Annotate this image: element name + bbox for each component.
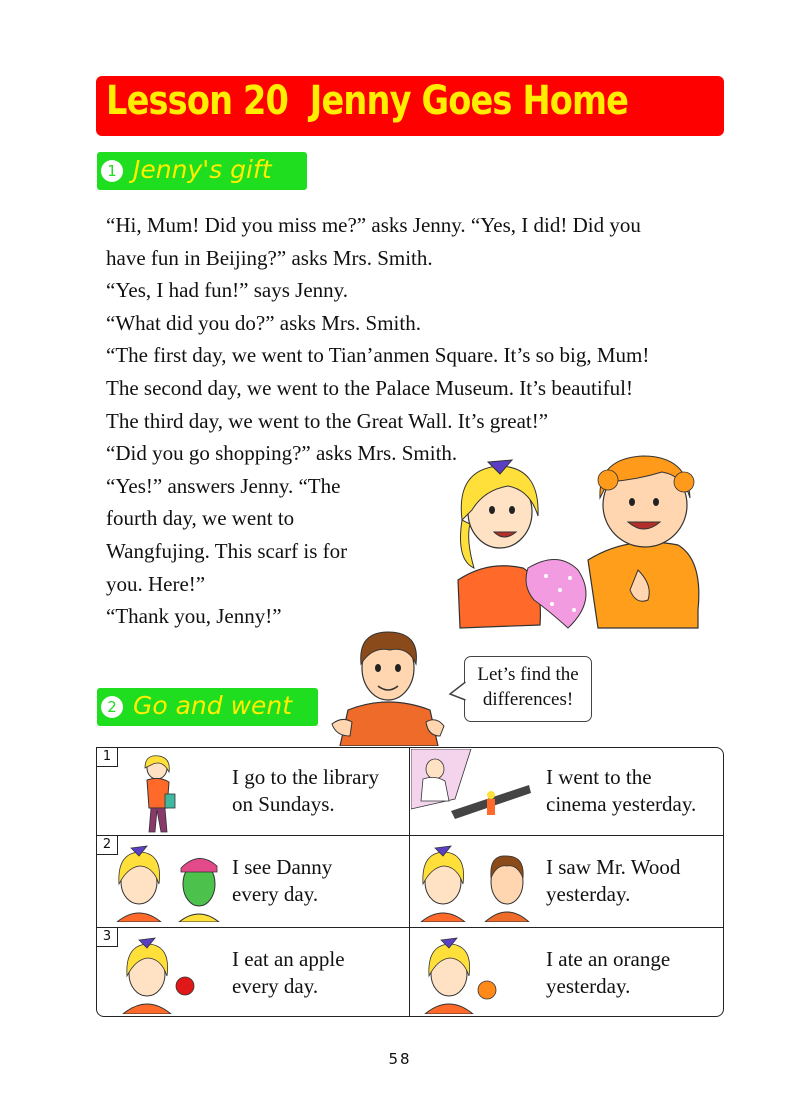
cell-line: I see Danny <box>232 855 333 879</box>
cell-line: I go to the library <box>232 765 379 789</box>
jenny-walking-illustration <box>133 754 193 834</box>
row-divider <box>97 927 723 928</box>
cinema-illustration <box>411 749 539 835</box>
story-line: “Did you go shopping?” asks Mrs. Smith. <box>106 441 458 466</box>
story-line: The third day, we went to the Great Wall. It’s great!” <box>106 408 549 433</box>
cell-line: I saw Mr. Wood <box>546 855 681 879</box>
cell-line: every day. <box>232 974 319 998</box>
bubble-tail <box>448 680 468 704</box>
lesson-title: Lesson 20 Jenny Goes Home <box>106 78 629 124</box>
section-tag-jennys-gift <box>97 152 307 190</box>
story-line: “Thank you, Jenny!” <box>106 604 282 629</box>
boy-illustration <box>328 624 448 746</box>
jenny-with-orange-illustration <box>419 934 509 1014</box>
jenny-and-mr-wood-illustration <box>417 844 535 922</box>
jenny-gives-scarf-illustration <box>448 450 710 640</box>
bubble-line: Let’s find the <box>477 664 579 685</box>
section-number: 2 <box>101 696 123 718</box>
section-label: Jenny's gift <box>133 155 272 184</box>
cell-text <box>546 946 670 1000</box>
cell-text <box>546 854 680 908</box>
cell-line: on Sundays. <box>232 792 335 816</box>
story-line: “What did you do?” asks Mrs. Smith. <box>106 310 421 335</box>
row-number: 2 <box>96 835 118 855</box>
story-line: “The first day, we went to Tian’anmen Square. It’s so big, Mum! <box>106 343 650 368</box>
cell-line: I ate an orange <box>546 947 671 971</box>
cell-line: yesterday. <box>546 882 631 906</box>
story-line: “Hi, Mum! Did you miss me?” asks Jenny. “Yes, I did! Did you <box>106 213 641 237</box>
comparison-table <box>96 747 724 1017</box>
story-line: fourth day, we went to <box>106 506 295 531</box>
section-tag-go-and-went <box>97 688 318 726</box>
cell-text <box>546 764 696 818</box>
section-number: 1 <box>101 160 123 182</box>
story-line: “Yes!” answers Jenny. “The <box>106 473 341 498</box>
bubble-line: differences! <box>482 689 574 710</box>
cell-line: I went to the <box>546 765 652 789</box>
cell-line: every day. <box>232 882 319 906</box>
row-number: 1 <box>96 747 118 767</box>
story-line: have fun in Beijing?” asks Mrs. Smith. <box>106 245 433 270</box>
page-number: 58 <box>388 1050 412 1068</box>
jenny-and-danny-illustration <box>113 844 223 922</box>
jenny-with-apple-illustration <box>117 934 207 1014</box>
speech-bubble <box>464 656 592 722</box>
cell-line: cinema yesterday. <box>546 792 697 816</box>
row-number: 3 <box>96 927 118 947</box>
cell-text <box>232 854 332 908</box>
cell-text <box>232 764 379 818</box>
cell-line: yesterday. <box>546 974 631 998</box>
lesson-title-bar <box>96 76 724 136</box>
cell-line: I eat an apple <box>232 947 345 971</box>
row-divider <box>97 835 723 836</box>
column-divider <box>409 748 410 1016</box>
story-line: you. Here!” <box>106 571 206 596</box>
section-label: Go and went <box>133 691 293 720</box>
story-line: The second day, we went to the Palace Museum. It’s beautiful! <box>106 375 633 400</box>
cell-text <box>232 946 345 1000</box>
story-line: Wangfujing. This scarf is for <box>106 538 348 563</box>
story-line: “Yes, I had fun!” says Jenny. <box>106 278 349 303</box>
